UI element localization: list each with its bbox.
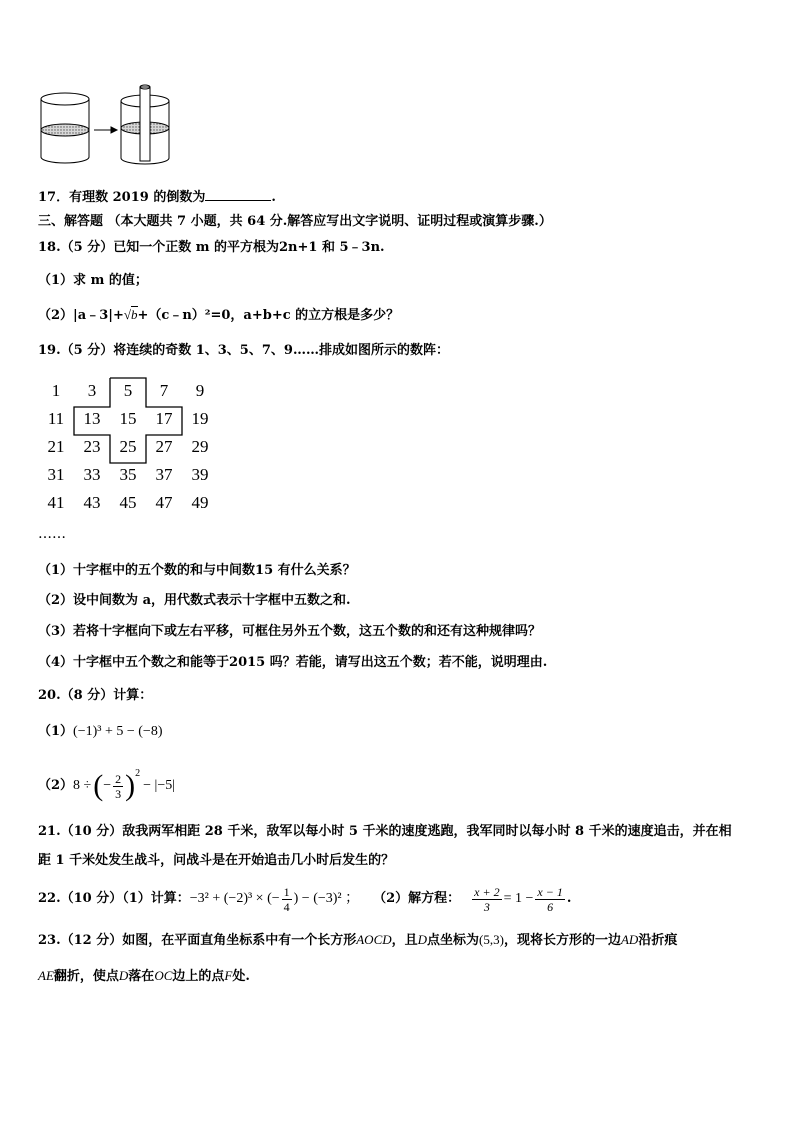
fraction: $\frac{2}{3}$ <box>115 771 122 801</box>
question-18-part2: （2）|a﹣3|+√b+（c﹣n）²=0，a+b+c 的立方根是多少？ <box>38 307 400 323</box>
question-21-line2: 距 1 千米处发生战斗，问战斗是在开始追击几小时后发生的？ <box>38 853 395 868</box>
fraction: $\frac{1}{4}$ <box>283 884 290 914</box>
array-cell: 33 <box>83 465 101 484</box>
array-cell: 41 <box>47 493 65 512</box>
fraction: $\frac{x + 2}{3}$ <box>474 884 500 914</box>
question-21-line1: 21.（10 分）敌我两军相距 28 千米，敌军以每小时 5 千米的速度逃跑，我军同时以每小时 8 千米的速度追击，并在相 <box>38 824 732 839</box>
array-cell: 13 <box>83 409 101 428</box>
array-cell: 43 <box>83 493 101 512</box>
question-22: 22.（10 分）（1）计算： −3² + (−2)³ × (− $\frac{1}{4}$ ) − (−3)² ； （2）解方程： $\frac{x + 2}{3}$ = 1 − $\frac{x - 1}{6}$ . <box>38 884 572 914</box>
array-cell: 3 <box>87 381 97 400</box>
array-cell: 35 <box>119 465 137 484</box>
array-cell: 11 <box>47 409 65 428</box>
array-cell: 37 <box>155 465 173 484</box>
answer-blank <box>205 188 271 201</box>
array-cell: 45 <box>119 493 137 512</box>
section-heading: 三、解答题 （本大题共 7 小题，共 64 分.解答应写出文字说明、证明过程或演算步骤.） <box>38 214 552 229</box>
array-cell: 7 <box>159 381 169 400</box>
array-cell: 47 <box>155 493 173 512</box>
cylinder-illustration <box>36 84 176 170</box>
question-19-part1: （1）十字框中的五个数的和与中间数15 有什么关系？ <box>38 563 356 578</box>
array-cell: 9 <box>195 381 205 400</box>
right-cylinder <box>121 85 169 164</box>
question-18-stem: 18.（5 分）已知一个正数 m 的平方根为2n+1 和 5﹣3n. <box>38 240 385 255</box>
question-18-part1: （1）求 m 的值； <box>38 273 148 288</box>
question-17: 17．有理数 2019 的倒数为 . <box>38 190 276 205</box>
array-cell: 5 <box>123 381 133 400</box>
question-23-line1: 23.（12 分）如图，在平面直角坐标系中有一个长方形AOCD，且D点坐标为(5,3)，现将长方形的一边AD沿折痕 <box>38 932 678 948</box>
array-cell: 21 <box>47 437 65 456</box>
arrow-icon <box>94 127 117 133</box>
array-cell: 29 <box>191 437 209 456</box>
array-cell: 25 <box>119 437 137 456</box>
question-20-part1: （1）(−1)³ + 5 − (−8) <box>38 724 163 739</box>
question-19-part3: （3）若将十字框向下或左右平移，可框住另外五个数，这五个数的和还有这种规律吗？ <box>38 624 542 639</box>
sqrt-icon: √ <box>123 307 132 322</box>
fraction: $\frac{x - 1}{6}$ <box>537 884 563 914</box>
left-cylinder <box>41 93 89 163</box>
array-cell: 19 <box>191 409 209 428</box>
array-cell: 27 <box>155 437 173 456</box>
array-cell: 31 <box>47 465 65 484</box>
array-cell: 17 <box>155 409 173 428</box>
question-20-stem: 20.（8 分）计算： <box>38 688 153 703</box>
question-19-part4: （4）十字框中五个数之和能等于2015 吗？若能，请写出这五个数；若不能，说明理由. <box>38 655 548 670</box>
question-20-part2: （2） 8 ÷ ( − $\frac{2}{3}$ ) 2 − |−5| <box>38 768 176 802</box>
array-cell: 1 <box>51 381 61 400</box>
array-cell: 23 <box>83 437 101 456</box>
question-23-line2: AE翻折，使点D落在OC边上的点F处. <box>38 968 250 984</box>
array-cell: 39 <box>191 465 209 484</box>
question-19-part2: （2）设中间数为 a，用代数式表示十字框中五数之和. <box>38 593 351 608</box>
array-cell: 15 <box>119 409 137 428</box>
array-cell: 49 <box>191 493 209 512</box>
ellipsis: …… <box>38 526 66 542</box>
question-19-stem: 19.（5 分）将连续的奇数 1、3、5、7、9……排成如图所示的数阵： <box>38 343 449 358</box>
